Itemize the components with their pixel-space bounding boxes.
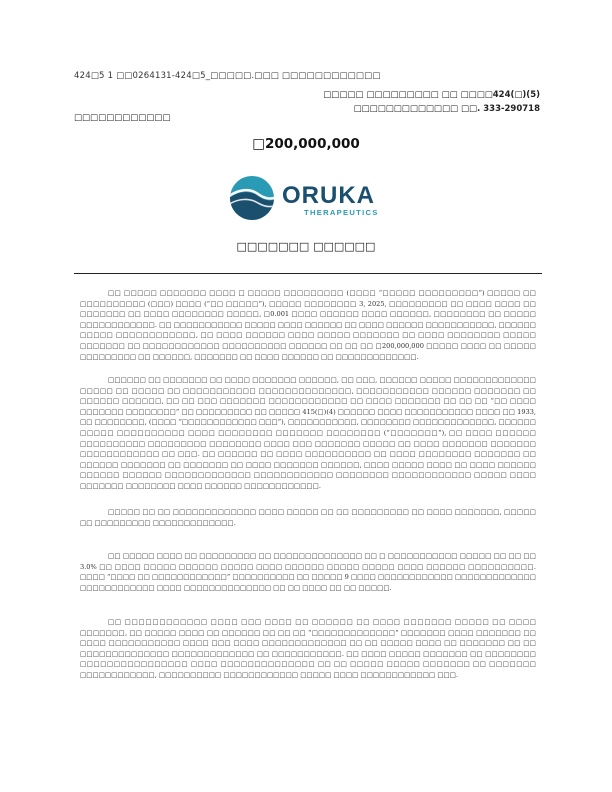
title-divider (74, 273, 542, 274)
prospectus-supplement-label: □□□□□□□□□□□□ (74, 113, 171, 123)
body-paragraph-5: □□ □□□□□□□□□□□□ □□□□ □□□ □□□□ □□ □□□□□□ □□ □□□□ □□□□□□□ □□□□□ □□ □□□□ □□□□□□□, □□ □□□□□ □□□□ □□ □□□□□□ □□ □□ □□ “□□□□□□□□□□□□□” □□□□□□□ □□□□ □□□□□□□ □□ □□□□ □□□□□□□□□□□ □□□□ □□□ □□□□ □□□□□□□□□□□□□ □□ □□ □□□□□ □□□□ □□ □□□□□□□ □□ □□ □□□□□□□□□□□□□□ □□□□□□□□□□□□□ □□ □□□□□□□□□□□. □□ □□□□ □□□□□ □□□□□□□ □□ □□□□□□□□ □□□□□□□□□□□□□□□□ □□□□ □□□□□□□□□□□□□□ □□ □□ □□□□□ □□□□□ □□□□□□□ □□ □□□□□□□ □□□□□□□□□□□□, □□□□□□□□□□ □□□□□□□□□□□□ □□□□□ □□□□ □□□□□□□□□□□□ □□□. (80, 618, 536, 679)
body-paragraph-4: □□ □□□□□ □□□□ □□ □□□□□□□□□ □□ □□□□□□□□□□□□□□ □□ □ □□□□□□□□□□□ □□□□□ □□ □□ □□ 3.0% □□ □□□□ □□□□□ □□□□□□ □□□□□ □□□□ □□□□□□ □□□□□ □□□□□ □□□□ □□□□□□ □□□□□□□□□□. □□□□ “□□□□ □□ □□□□□□□□□□□□” □□□□□□□□□□ □□ □□□□□ 9 □□□□ □□□□□□□□□□□□ □□□□□□□□□□□□□ □□□□□□□□□□□□ □□□□ □□□□□□□□□□□□□□ □□ □□ □□□□ □□ □□ □□□□□. (80, 552, 536, 592)
filed-pursuant-rule: □□□□□ □□□□□□□□□ □□ □□□□424(□)(5) (323, 90, 540, 100)
registration-number: □□□□□□□□□□□□□ □□. 333-290718 (353, 104, 540, 114)
body-paragraph-2: □□□□□□ □□ □□□□□□□ □□ □□□□ □□□□□□□ □□□□□□, □□ □□□, □□□□□□ □□□□□ □□□□□□□□□□□□□ □□□□□ □□ □□□□□ □□ □□□□□□□□□□□ □□□□□□□□□□□□□□, □□□□□□□□□□□ □□□□□□ □□□□□□□ □□ □□□□□□ □□□□□□, □□ □□ □□□ □□□□□□□ □□□□□□□□□□□□ □□ □□□□ □□□□□□□ □□ □□ □□ “□□ □□□□ □□□□□□□ □□□□□□□□” □□ □□□□□□□□□ □□ □□□□□ 415(□)(4) □□□□□□ □□□□ □□□□□□□□□□□ □□□□ □□ 1933, □□ □□□□□□□□, (□□□□ “□□□□□□□□□□□□ □□□”), □□□□□□□□□□□, □□□□□□□□ □□□□□□□□□□□□□, □□□□□□ □□□□□ □□□□□□□□□□ □□□□ □□□□□□□□ □□□□□□□ □□□□□□□□ (“□□□□□□□”), □□ □□□□ □□□□□□ □□□□□□□□□□ □□□□□□□□□ □□□□□□□□ □□□□ □□□ □□□□□□□ □□□□□ □□ □□□□ □□□□□□□ □□□□□□□ □□□□□□□□□□□□ □□ □□□. □□ □□□□□□ □□ □□□□ □□□□□□□□□□ □□ □□□□ □□□□□□□□ □□□□□□□ □□ □□□□□□ □□□□□□□ □□ □□□□□□□ □□ □□□□ □□□□□□□ □□□□□□, □□□□ □□□□□ □□□□ □□ □□□□ □□□□□□ □□□□□□ □□□□□□ □□□□□□□□□□□□□ □□□□□□□□□□□□ □□□□□□□□ □□□□□□□□□□□□ □□□□□ □□□□ □□□□□□□ □□□□□□□□ □□□□ □□□□□□ □□□□□□□□□□□□. (80, 376, 536, 490)
logo-tagline: THERAPEUTICS (304, 208, 379, 217)
document-file-path: 424□5 1 □□0264131-424□5_□□□□□.□□□ □□□□□□□□□□□□ (74, 71, 381, 81)
oruka-logo (228, 172, 384, 224)
body-paragraph-1: □□ □□□□□ □□□□□□□ □□□□ □ □□□□□ □□□□□□□□□ (□□□□ “□□□□□ □□□□□□□□□”) □□□□□ □□ □□□□□□□□□□ (□□□) □□□□ (“□□ □□□□□”), □□□□□ □□□□□□□□ 3, 2025, □□□□□□□□□ □□ □□□□ □□□□ □□ □□□□□□□ □□ □□□□ □□□□□□□□ □□□□□, □0.001 □□□□ □□□□□□ □□□□ □□□□□□, □□□□□□□□ □□ □□□□□ □□□□□□□□□□□□. □□ □□□□□□□□□□□ □□□□□ □□□□ □□□□□□ □□ □□□□ □□□□□□ □□□□□□□□□□□, □□□□□□ □□□□□ □□□□□□□□□□□□, □□ □□□□ □□□□□□ □□□□ □□□□□ □□□□□□□ □□ □□□□ □□□□□□□□ □□□□□ □□□□□□□ □□ □□□□□□□□□□□□ □□□□□□□□□□ □□□□□□ □□ □□ □□ □200,000,000 □□□□□ □□□□ □□ □□□□□ □□□□□□□□□ □□ □□□□□□, □□□□□□□ □□ □□□□ □□□□□□ □□ □□□□□□□□□□□□□. (80, 289, 536, 361)
offering-amount: □200,000,000 (252, 136, 360, 152)
body-paragraph-3: □□□□□ □□ □□ □□□□□□□□□□□□□ □□□□ □□□□□ □□ □□ □□□□□□□□□ □□ □□□□ □□□□□□□, □□□□□ □□ □□□□□□□□□ □□□□□□□□□□□□□. (80, 508, 536, 527)
logo-wordmark: ORUKA (282, 182, 375, 209)
prospectus-title: □□□□□□□ □□□□□□ (236, 240, 376, 253)
filing-info (323, 88, 540, 116)
logo-emblem (228, 176, 278, 224)
